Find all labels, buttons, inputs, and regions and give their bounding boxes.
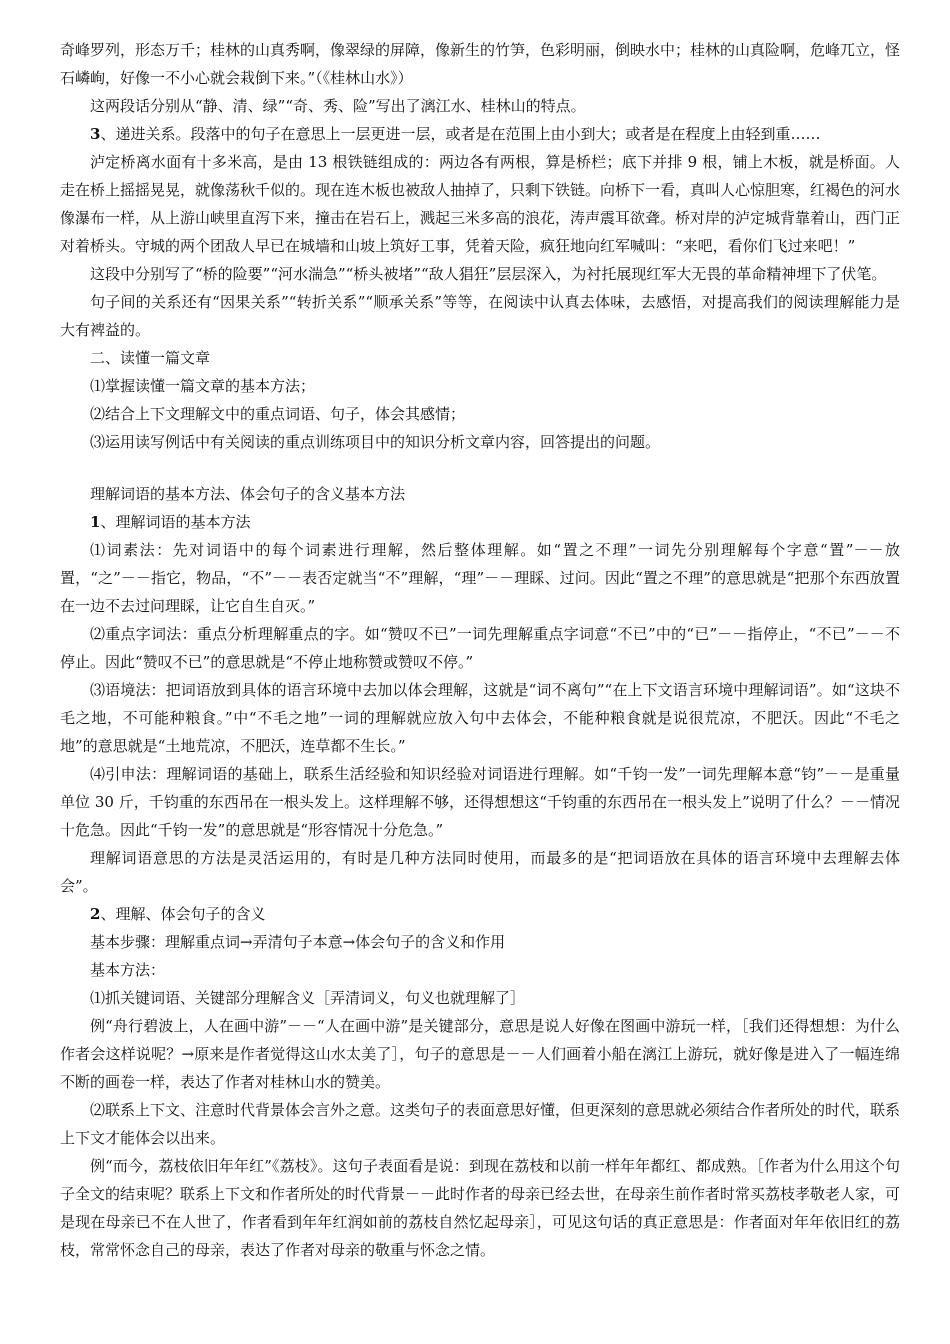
paragraph: 例“舟行碧波上，人在画中游”－－“人在画中游”是关键部分，意思是说人好像在图画中游玩一样，［我们还得想想：为什么作者会这样说呢？→原来是作者觉得这山水太美了］，句子的意思是－－人们画着小船在漓江上游玩，就好像是进入了一幅连绵不断的画卷一样，表达了作者对桂林山水的赞美。 xyxy=(60,1017,900,1091)
section-heading xyxy=(60,508,900,536)
heading-text: 、递进关系。段落中的句子在意思上一层更进一层，或者是在范围上由小到大；或者是在程度上由轻到重…… xyxy=(100,125,821,143)
heading-number: 2 xyxy=(90,905,101,923)
list-item: ⑴掌握读懂一篇文章的基本方法； xyxy=(90,377,316,395)
heading-number: 3 xyxy=(90,125,101,143)
paragraph: ⑵联系上下文、注意时代背景体会言外之意。这类句子的表面意思好懂，但更深刻的意思就必须结合作者所处的时代，联系上下文才能体会以出来。 xyxy=(60,1101,901,1147)
paragraph: 理解词语意思的方法是灵活运用的，有时是几种方法同时使用，而最多的是“把词语放在具体的语言环境中去理解去体会”。 xyxy=(60,849,900,895)
section-heading xyxy=(60,900,900,928)
paragraph: ⑵重点字词法：重点分析理解重点的字。如“赞叹不已”一词先理解重点字词意“不已”中的“已”－－指停止，“不已”－－不停止。因此“赞叹不已”的意思就是“不停止地称赞或赞叹不停。” xyxy=(60,625,900,671)
heading-text: 、理解、体会句子的含义 xyxy=(100,905,266,923)
heading-number: 1 xyxy=(90,513,101,531)
list-item: ⑵结合上下文理解文中的重点词语、句子，体会其感情； xyxy=(90,405,466,423)
section-heading xyxy=(60,120,900,148)
paragraph: ⑴词素法：先对词语中的每个词素进行理解，然后整体理解。如“置之不理”一词先分别理解每个字意“置”－－放置，“之”－－指它，物品，“不”－－表否定就当“不”理解，“理”－－理睬、过问。因此“置之不理”的意思就是“把那个东西放置在一边不去过问理睬，让它自生自灭。” xyxy=(60,541,900,615)
paragraph: 例“而今，荔枝依旧年年红”《荔枝》。这句子表面看是说：到现在荔枝和以前一样年年都红、都成熟。［作者为什么用这个句子全文的结束呢？联系上下文和作者所处的时代背景－－此时作者的母亲已经去世，在母亲生前作者时常买荔枝孝敬老人家，可是现在母亲已不在人世了，作者看到年年红润如前的荔枝自然忆起母亲］，可见这句话的真正意思是：作者面对年年依旧红的荔枝，常常怀念自己的母亲，表达了作者对母亲的敬重与怀念之情。 xyxy=(60,1157,901,1259)
paragraph: 这段中分别写了“桥的险要”“河水湍急”“桥头被堵”“敌人猖狂”层层深入，为衬托展现红军大无畏的革命精神埋下了伏笔。 xyxy=(90,265,887,283)
paragraph: 这两段话分别从“静、清、绿”“奇、秀、险”写出了漓江水、桂林山的特点。 xyxy=(90,97,586,115)
document-page xyxy=(60,36,900,1264)
paragraph: ⑶语境法：把词语放到具体的语言环境中去加以体会理解，这就是“词不离句”“在上下文语言环境中理解词语”。如“这块不毛之地，不可能种粮食。”中“不毛之地”一词的理解就应放入句中去体会，不能种粮食就是说很荒凉，不肥沃。因此“不毛之地”的意思就是“土地荒凉，不肥沃，连草都不生长。” xyxy=(60,681,900,755)
paragraph: 基本方法： xyxy=(90,961,166,979)
paragraph: 基本步骤：理解重点词→弄清句子本意→体会句子的含义和作用 xyxy=(90,933,506,951)
paragraph: ⑴抓关键词语、关键部分理解含义［弄清词义，句义也就理解了］ xyxy=(90,989,526,1007)
paragraph: 句子间的关系还有“因果关系”“转折关系”“顺承关系”等等，在阅读中认真去体味，去感悟，对提高我们的阅读理解能力是大有裨益的。 xyxy=(60,293,900,339)
list-item: ⑶运用读写例话中有关阅读的重点训练项目中的知识分析文章内容，回答提出的问题。 xyxy=(90,433,661,451)
paragraph: 奇峰罗列，形态万千；桂林的山真秀啊，像翠绿的屏障，像新生的竹笋，色彩明丽，倒映水中；桂林的山真险啊，危峰兀立，怪石嶙峋，好像一不小心就会栽倒下来。”（《桂林山水》） xyxy=(60,41,901,87)
blank-line xyxy=(60,456,900,480)
section-title: 理解词语的基本方法、体会句子的含义基本方法 xyxy=(90,485,406,503)
section-heading: 二、读懂一篇文章 xyxy=(90,349,211,367)
paragraph: 泸定桥离水面有十多米高，是由 13 根铁链组成的：两边各有两根，算是桥栏；底下并排 9 根，铺上木板，就是桥面。人走在桥上摇摇晃晃，就像荡秋千似的。现在连木板也被敌人抽掉了，只剩下铁链。向桥下一看，真叫人心惊胆寒，红褐色的河水像瀑布一样，从上游山峡里直泻下来，撞击在岩石上，溅起三米多高的浪花，涛声震耳欲聋。桥对岸的泸定城背靠着山，西门正对着桥头。守城的两个团敌人早已在城墙和山坡上筑好工事，凭着天险，疯狂地向红军喊叫：“来吧，看你们飞过来吧！” xyxy=(60,153,901,255)
paragraph: ⑷引申法：理解词语的基础上，联系生活经验和知识经验对词语进行理解。如“千钧一发”一词先理解本意“钧”－－是重量单位 30 斤，千钧重的东西吊在一根头发上。这样理解不够，还得想想这“千钧重的东西吊在一根头发上”说明了什么？－－情况十危急。因此“千钧一发”的意思就是“形容情况十分危急。” xyxy=(60,765,900,839)
heading-text: 、理解词语的基本方法 xyxy=(100,513,251,531)
